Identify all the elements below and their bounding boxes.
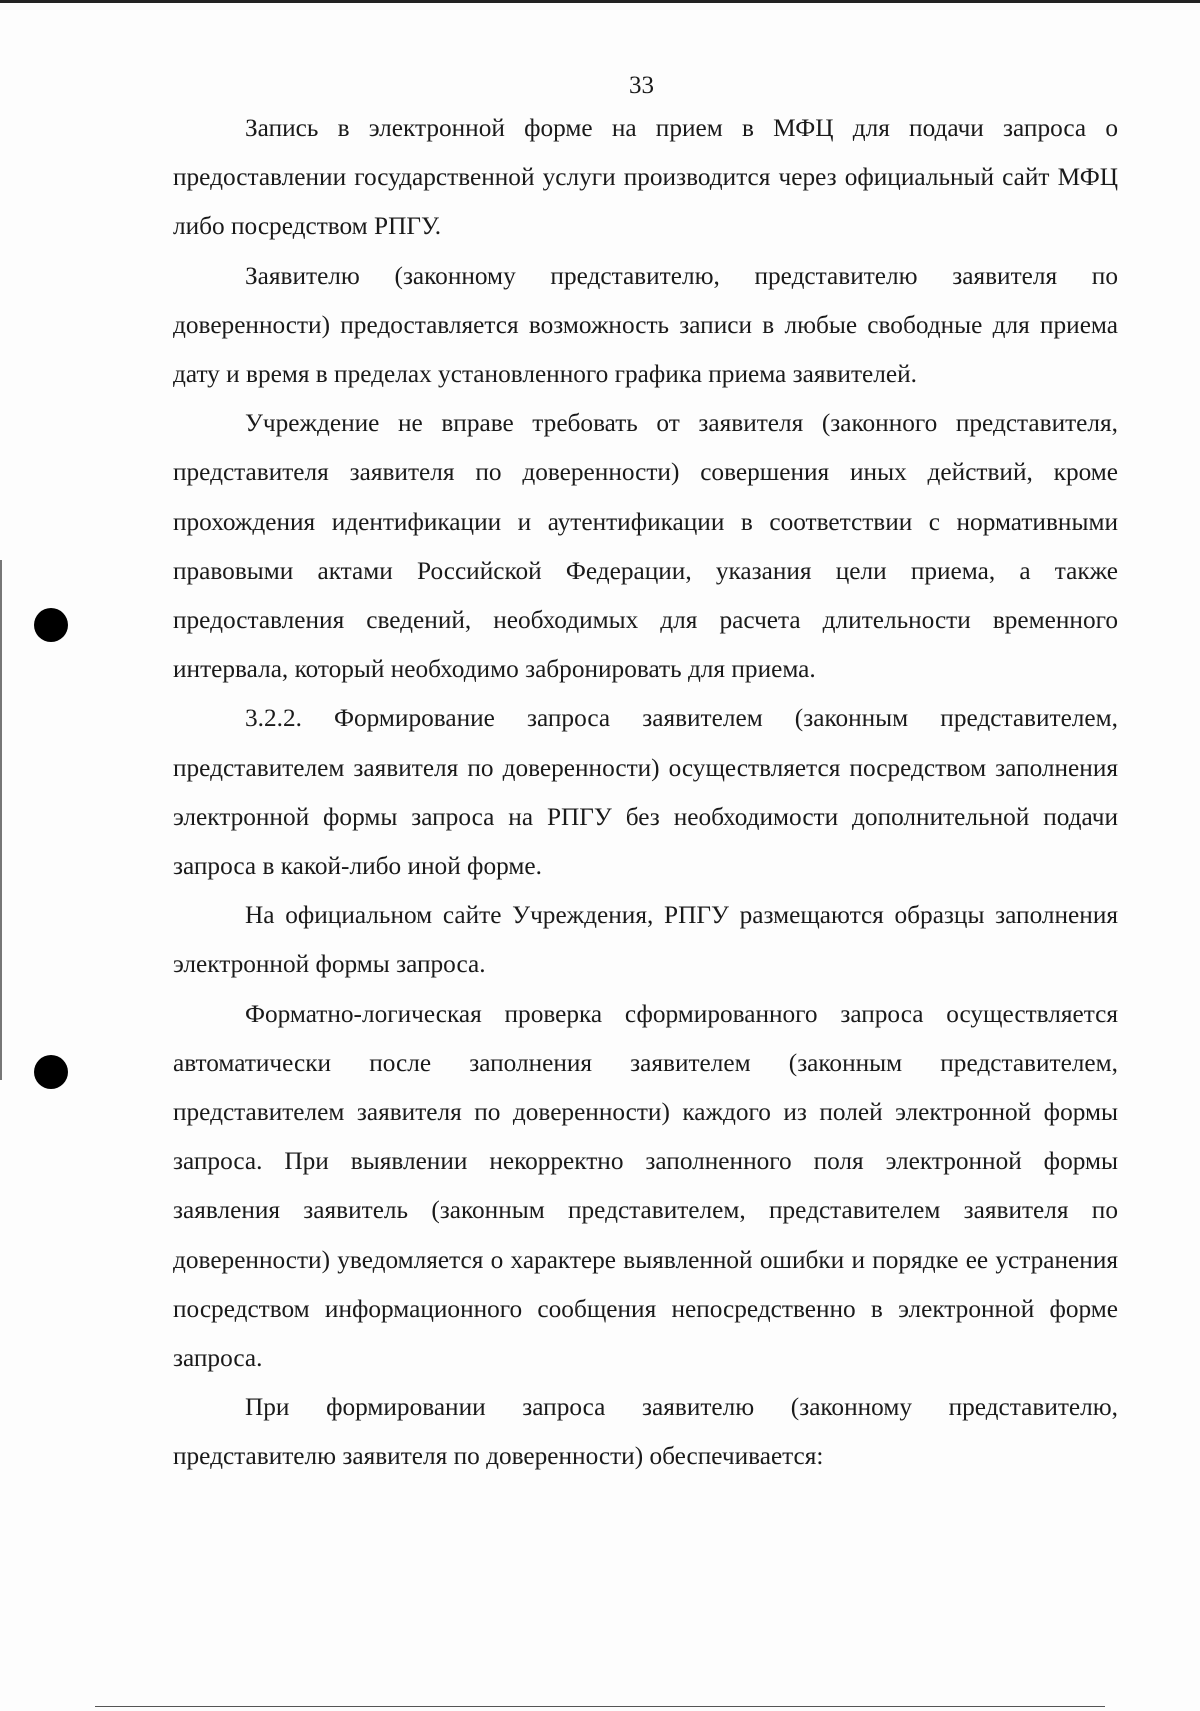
punch-hole-mark — [34, 1055, 68, 1089]
paragraph-form-samples: На официальном сайте Учреждения, РПГУ размещаются образцы заполнения электронной формы запроса. — [173, 901, 1118, 979]
scan-bottom-edge — [95, 1706, 1105, 1707]
paragraph-institution-restrictions: Учреждение не вправе требовать от заявителя (законного представителя, представителя заявителя по доверенности) совершения иных действий, кроме прохождения идентификации и аутентификации в соответствии с нормативными правовыми актами Российской Федерации, указания цели приема, а также предоставления сведений, необходимых для расчета длительности временного интервала, который необходимо забронировать для приема. — [173, 409, 1118, 684]
paragraph-appointment-slots: Заявителю (законному представителю, представителю заявителя по доверенности) предоставляется возможность записи в любые свободные для приема дату и время в пределах установленного графика приема заявителей. — [173, 261, 1118, 389]
scan-left-edge — [0, 560, 2, 1080]
paragraph-format-check: Форматно-логическая проверка сформированного запроса осуществляется автоматически после заполнения заявителем (законным представителем, представителем заявителя по доверенности) каждого из полей электронной формы запроса. При выявлении некорректно заполненного поля электронной формы заявления заявитель (законным представителем, представителем заявителя по доверенности) уведомляется о характере выявленной ошибки и порядке ее устранения посредством информационного сообщения непосредственно в электронной форме запроса. — [173, 999, 1118, 1373]
paragraph-provided-when-forming: При формировании запроса заявителю (законному представителю, представителю заявителя по доверенности) обеспечивается: — [173, 1393, 1118, 1471]
punch-hole-mark — [34, 608, 68, 642]
scan-top-edge — [0, 0, 1200, 3]
document-body — [173, 104, 1118, 1482]
paragraph-request-forming: 3.2.2. Формирование запроса заявителем (законным представителем, представителем заявителя по доверенности) осуществляется посредством заполнения электронной формы запроса на РПГУ без необходимости дополнительной подачи запроса в какой-либо иной форме. — [173, 704, 1118, 881]
page-number: 33 — [629, 72, 654, 99]
paragraph-mfc-appointment: Запись в электронной форме на прием в МФЦ для подачи запроса о предоставлении государственной услуги производится через официальный сайт МФЦ либо посредством РПГУ. — [173, 114, 1118, 241]
